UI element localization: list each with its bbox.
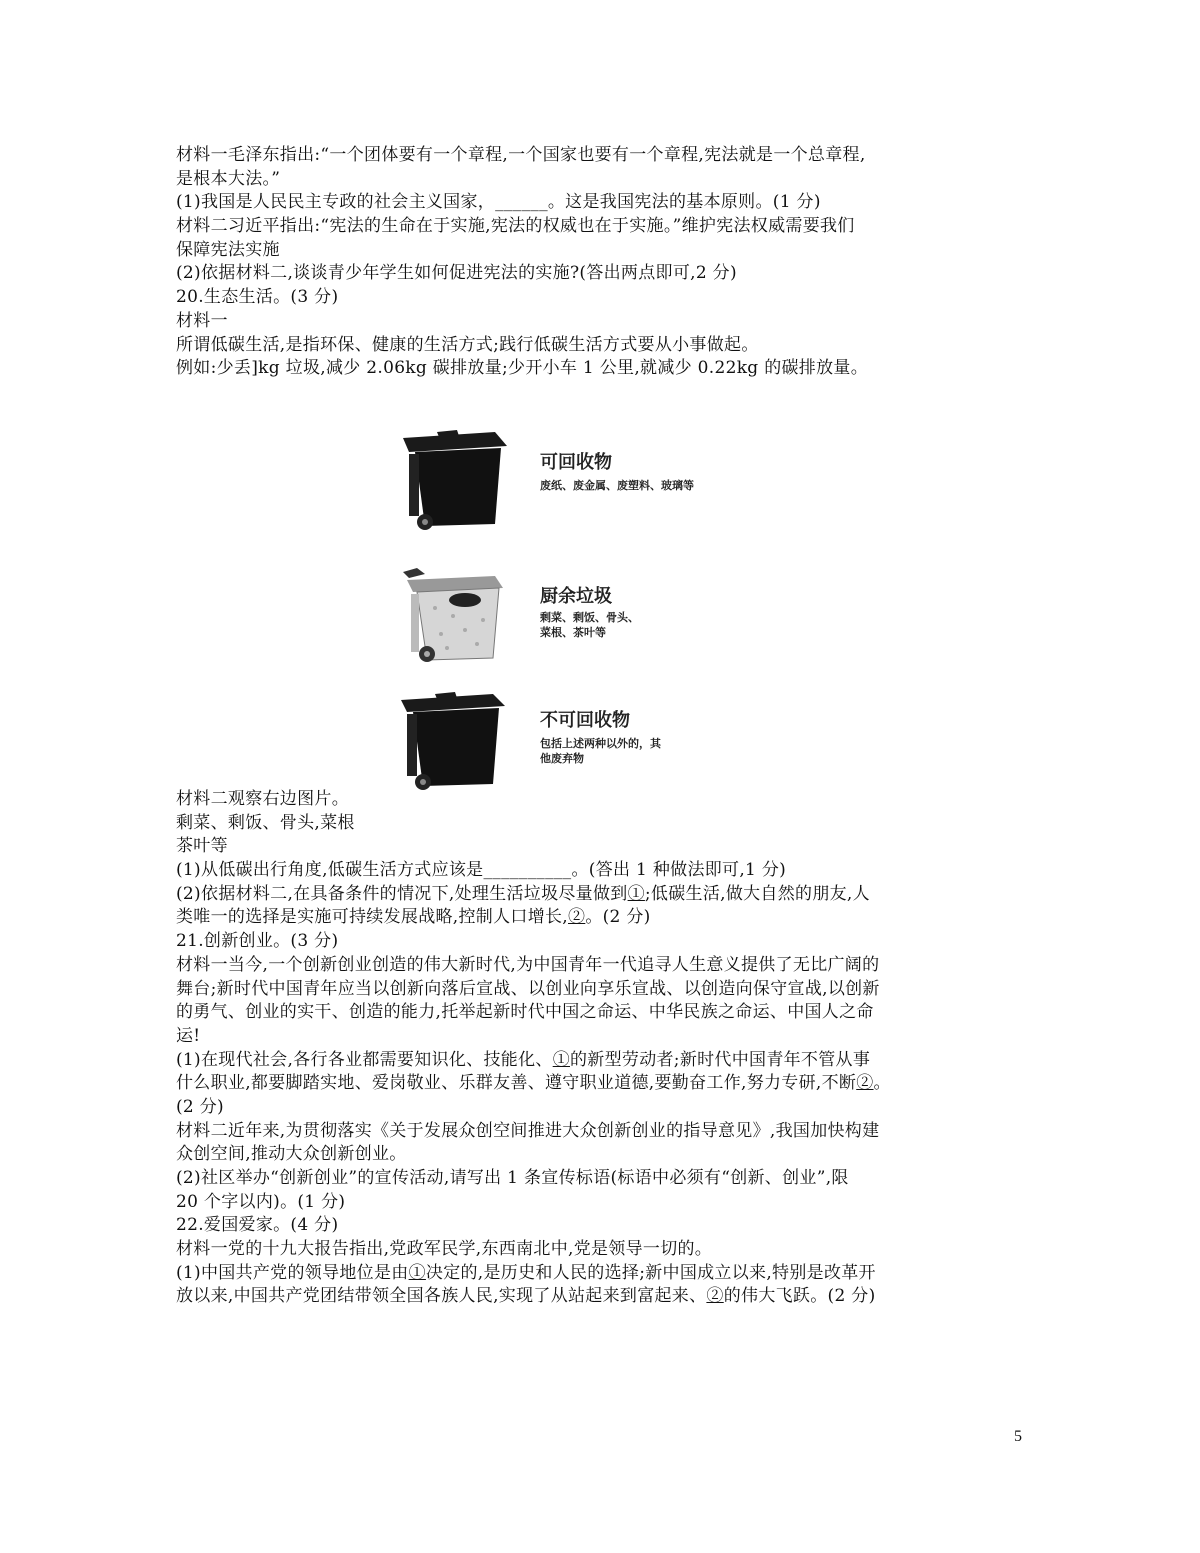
text-line — [176, 1049, 1046, 1073]
text-segment: (1)在现代社会,各行各业都需要知识化、技能化、 — [176, 1049, 553, 1070]
question-heading: 20.生态生活。(3 分) — [176, 287, 339, 308]
text-line: (2 分) — [176, 1096, 224, 1117]
bin-title: 不可回收物 — [540, 710, 630, 731]
recyclable-bin-icon — [395, 428, 510, 538]
text-segment: 。 — [873, 1073, 891, 1094]
blank-marker: ② — [856, 1073, 874, 1094]
text-line: 材料一党的十九大报告指出,党政军民学,东西南北中,党是领导一切的。 — [176, 1239, 713, 1260]
text-line: 材料二近年来,为贯彻落实《关于发展众创空间推进大众创新创业的指导意见》,我国加快构建 — [176, 1120, 880, 1141]
text-block-mid — [176, 788, 1046, 1309]
non-recyclable-bin-icon — [395, 690, 510, 800]
text-segment: 决定的,是历史和人民的选择;新中国成立以来,特别是改革开 — [425, 1262, 876, 1283]
bin-description: 剩菜、剩饭、骨头、菜根、茶叶等 — [540, 611, 639, 639]
question-heading: 22.爱国爱家。(4 分) — [176, 1215, 339, 1236]
text-segment: ;低碳生活,做大自然的朋友,人 — [644, 883, 870, 904]
text-line: 20 个字以内)。(1 分) — [176, 1191, 346, 1212]
text-line: 材料二观察右边图片。 — [176, 789, 349, 809]
text-line: 保障宪法实施 — [176, 239, 280, 260]
text-segment: 类唯一的选择是实施可持续发展战略,控制人口增长, — [176, 907, 569, 928]
text-segment: 什么职业,都要脚踏实地、爱岗敬业、乐群友善、遵守职业道德,要勤奋工作,努力专研,不断 — [176, 1073, 857, 1094]
bin-row-recyclable — [395, 428, 775, 538]
blank-marker: ② — [706, 1286, 724, 1307]
blank-marker: ① — [627, 883, 645, 904]
text-line — [176, 883, 1046, 907]
text-line: (1)我国是人民民主专政的社会主义国家，______。这是我国宪法的基本原则。(1 分) — [176, 192, 821, 213]
text-line: 所谓低碳生活,是指环保、健康的生活方式;践行低碳生活方式要从小事做起。 — [176, 334, 759, 355]
blank-marker: ② — [568, 907, 586, 928]
text-line: 运! — [176, 1025, 201, 1046]
text-line: 众创空间,推动大众创新创业。 — [176, 1144, 407, 1165]
bin-row-non-recyclable — [395, 690, 775, 800]
text-line: (2)依据材料二,谈谈青少年学生如何促进宪法的实施?(答出两点即可,2 分) — [176, 263, 737, 284]
text-segment: 。(2 分) — [585, 907, 651, 928]
text-segment: 放以来,中国共产党团结带领全国各族人民,实现了从站起来到富起来、 — [176, 1286, 707, 1307]
text-line: 例如:少丢]kg 垃圾,减少 2.06kg 碳排放量;少开小车 1 公里,就减少 0.22kg 的碳排放量。 — [176, 358, 868, 379]
bin-title: 可回收物 — [540, 452, 612, 473]
blank-marker: ① — [408, 1262, 426, 1283]
text-line: 舞台;新时代中国青年应当以创新向落后宣战、以创业向享乐宣战、以创造向保守宣战,以创新 — [176, 978, 880, 999]
text-line: 材料二习近平指出:“宪法的生命在于实施,宪法的权威也在于实施。”维护宪法权威需要我们 — [176, 216, 855, 237]
bin-description: 包括上述两种以外的，其他废弃物 — [540, 737, 661, 765]
text-line: 茶叶等 — [176, 836, 228, 857]
text-line: 是根本大法。” — [176, 168, 281, 189]
bin-title: 厨余垃圾 — [540, 586, 612, 607]
text-line — [176, 1262, 1046, 1286]
text-segment: (1)中国共产党的领导地位是由 — [176, 1262, 409, 1283]
text-line: 材料一毛泽东指出:“一个团体要有一个章程,一个国家也要有一个章程,宪法就是一个总章程, — [176, 145, 866, 165]
text-line: (2)社区举办“创新创业”的宣传活动,请写出 1 条宣传标语(标语中必须有“创新、创业”,限 — [176, 1168, 849, 1188]
text-line — [176, 906, 1046, 930]
text-line — [176, 1072, 1046, 1096]
bin-row-kitchen — [395, 564, 775, 674]
text-line: 剩菜、剩饭、骨头,菜根 — [176, 812, 355, 833]
question-heading: 21.创新创业。(3 分) — [176, 931, 339, 952]
text-line: 材料一当今,一个创新创业创造的伟大新时代,为中国青年一代追寻人生意义提供了无比广阔的 — [176, 954, 880, 975]
text-line: (1)从低碳出行角度,低碳生活方式应该是__________。(答出 1 种做法即可,1 分) — [176, 860, 787, 881]
text-block-top — [176, 144, 1046, 381]
kitchen-waste-bin-icon — [395, 564, 510, 674]
text-segment: 的伟大飞跃。(2 分) — [723, 1286, 876, 1307]
text-segment: 的新型劳动者;新时代中国青年不管从事 — [570, 1049, 871, 1070]
page-number: 5 — [1014, 1428, 1022, 1445]
bin-description: 废纸、废金属、废塑料、玻璃等 — [540, 479, 694, 492]
text-line: 的勇气、创业的实干、创造的能力,托举起新时代中国之命运、中华民族之命运、中国人之命 — [176, 1002, 874, 1023]
blank-marker: ① — [552, 1049, 570, 1070]
garbage-sorting-figure — [395, 428, 775, 798]
text-line — [176, 1285, 1046, 1309]
text-segment: (2)依据材料二,在具备条件的情况下,处理生活垃圾尽量做到 — [176, 883, 628, 904]
text-line: 材料一 — [176, 310, 228, 331]
